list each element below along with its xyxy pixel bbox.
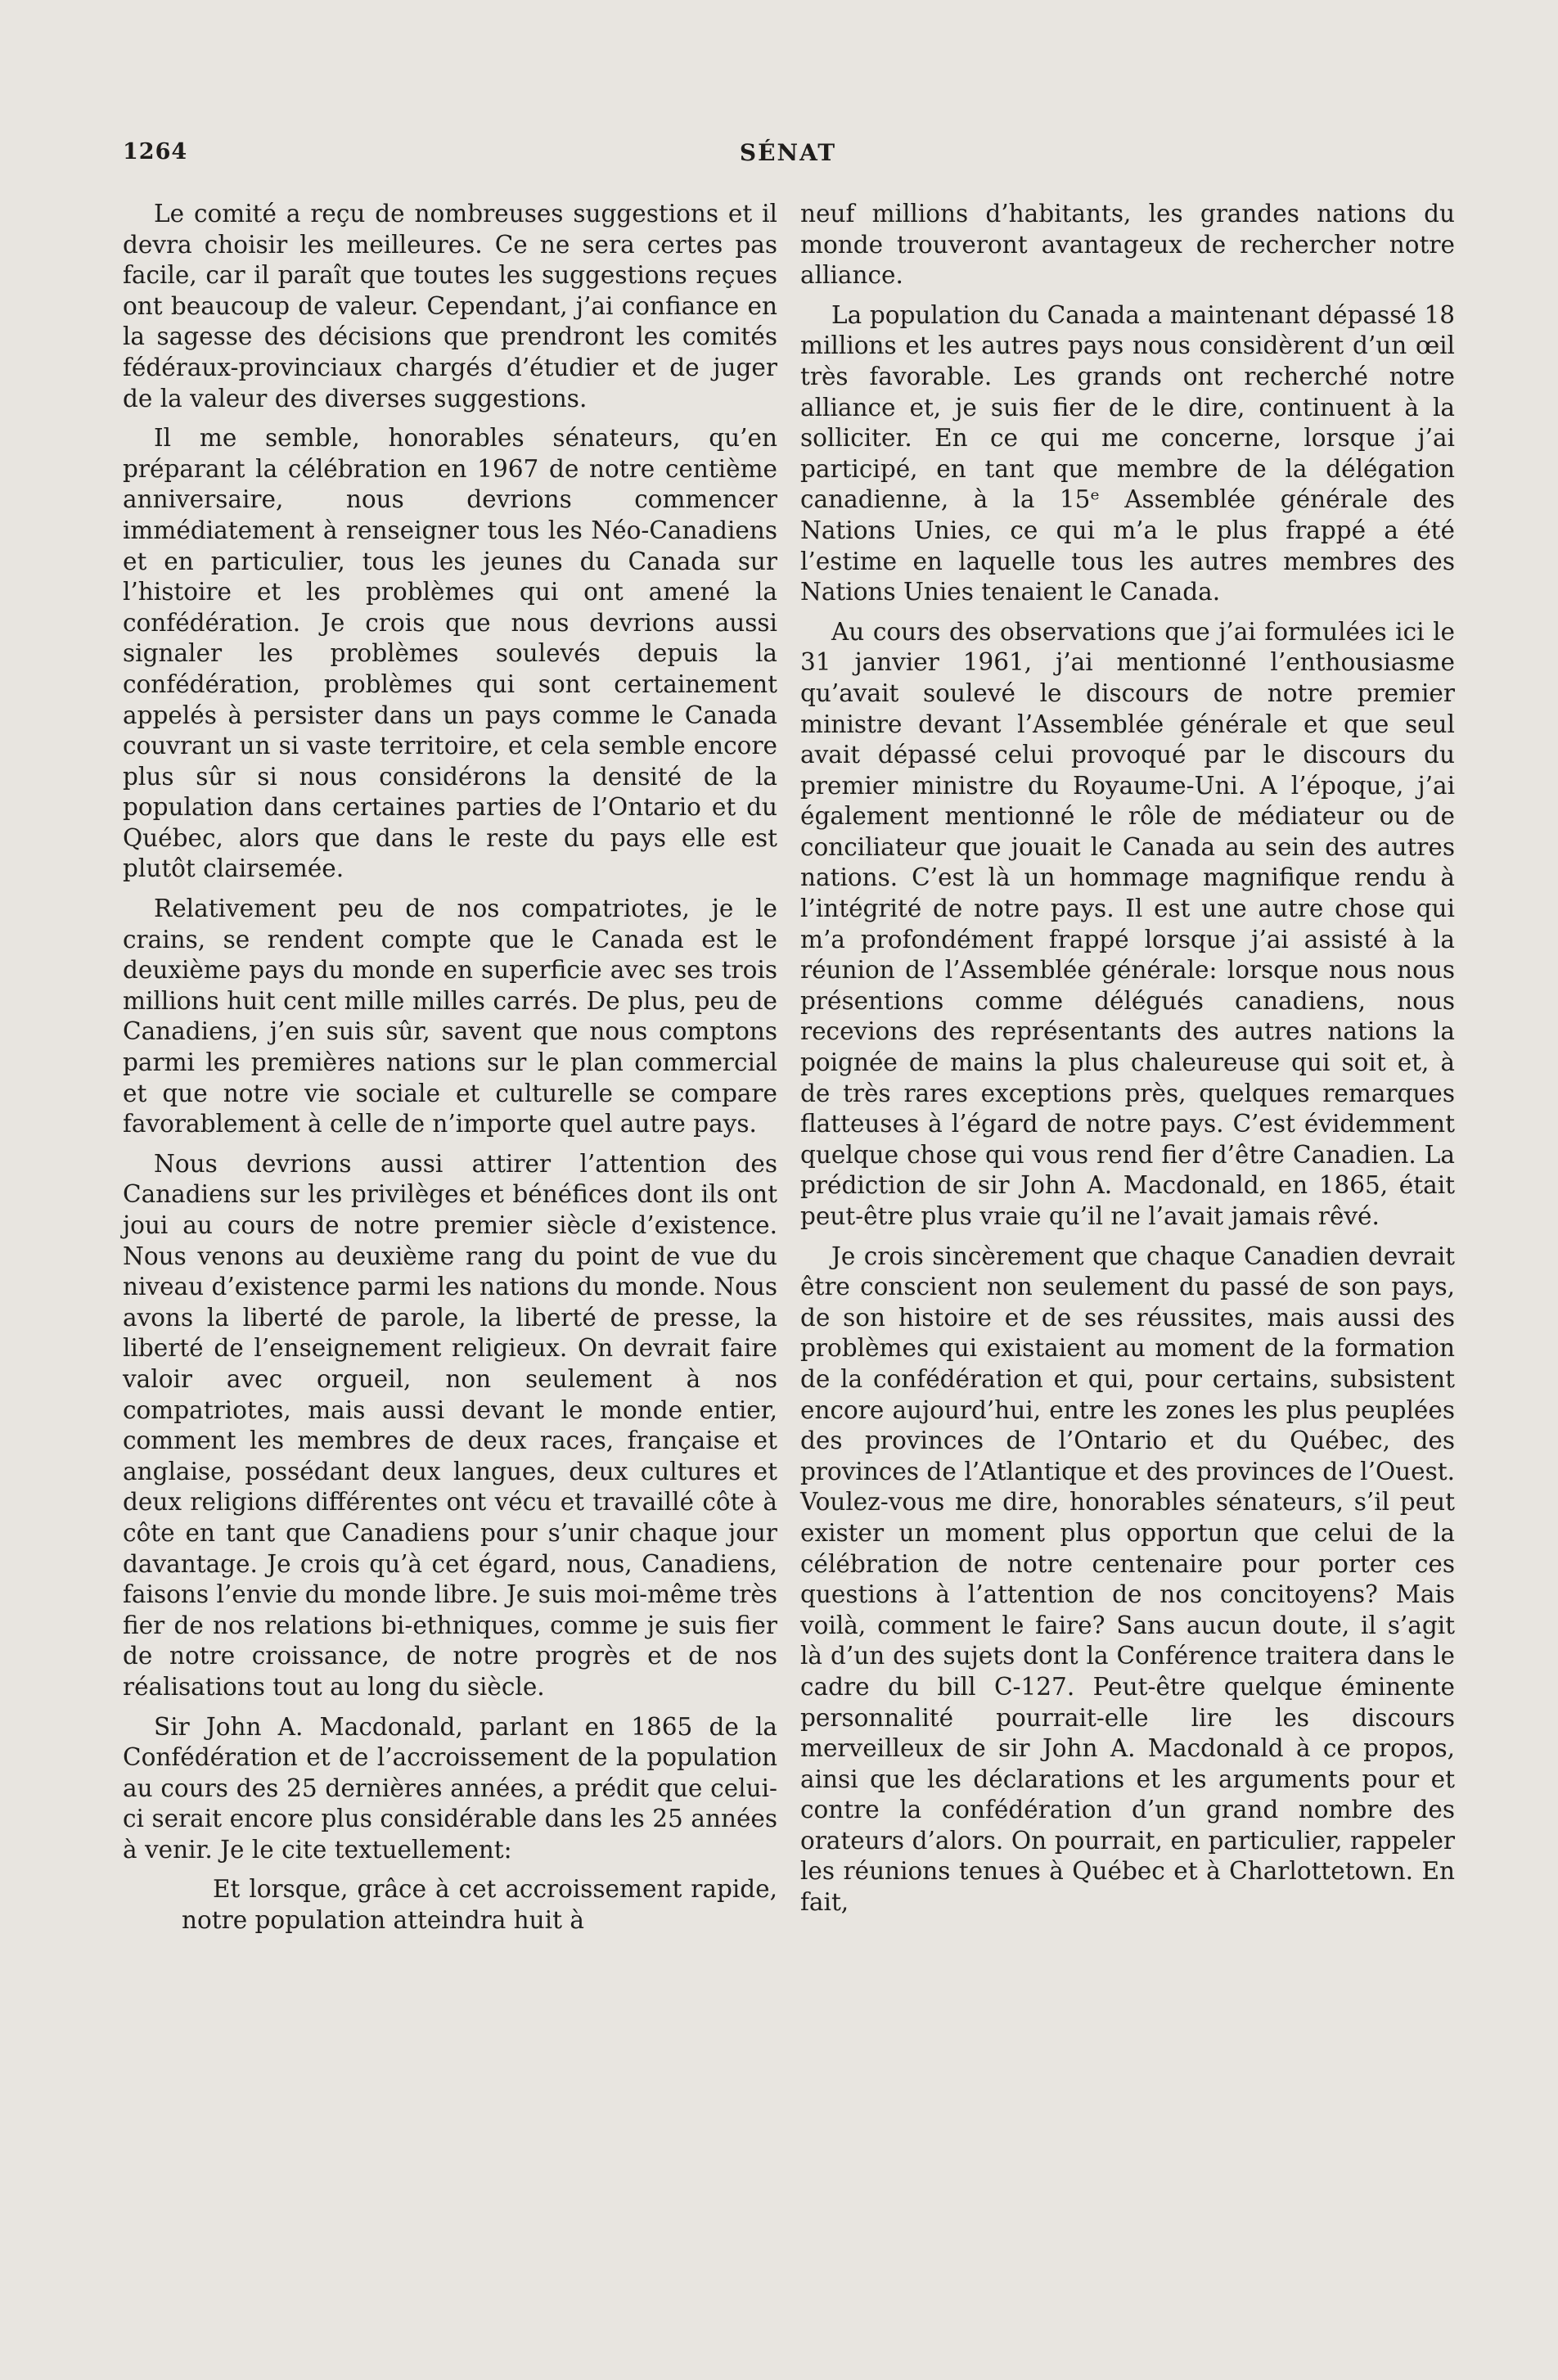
page-header (123, 139, 1453, 180)
paragraph: La population du Canada a maintenant dépassé 18 millions et les autres pays nous considèrent d’un œil très favorable. Les grands ont recherché notre alliance et, je suis fier de le dire, continuent à la solliciter. En ce qui me concerne, lorsque j’ai participé, en tant que membre de la délégation canadienne, à la 15ᵉ Assemblée générale des Nations Unies, ce qui m’a le plus frappé a été l’estime en laquelle tous les autres membres des Nations Unies tenaient le Canada. (800, 300, 1455, 606)
right-column (800, 199, 1455, 1936)
paragraph: Au cours des observations que j’ai formulées ici le 31 janvier 1961, j’ai mentionné l’enthousiasme qu’avait soulevé le discours de notre premier ministre devant l’Assemblée générale et que seul avait dépassé celui provoqué par le discours du premier ministre du Royaume-Uni. A l’époque, j’ai également mentionné le rôle de médiateur ou de conciliateur que jouait le Canada au sein des autres nations. C’est là un hommage magnifique rendu à l’intégrité de notre pays. Il est une autre chose qui m’a profondément frappé lorsque j’ai assisté à la réunion de l’Assemblée générale: lorsque nous nous présentions comme délégués canadiens, nous recevions des représentants des autres nations la poignée de mains la plus chaleureuse qui soit et, à de très rares exceptions près, quelques remarques flatteuses à l’égard de notre pays. C’est évidemment quelque chose qui vous rend fier d’être Canadien. La prédiction de sir John A. Macdonald, en 1865, était peut-être plus vraie qu’il ne l’avait jamais rêvé. (800, 617, 1455, 1230)
page-number: 1264 (123, 139, 188, 165)
page-title: SÉNAT (739, 139, 837, 166)
paragraph: Sir John A. Macdonald, parlant en 1865 de la Confédération et de l’accroissement de la population au cours des 25 dernières années, a prédit que celui-ci serait encore plus considérable dans les 25 années à venir. Je le cite textuellement: (123, 1712, 777, 1864)
paragraph: Le comité a reçu de nombreuses suggestions et il devra choisir les meilleures. Ce ne sera certes pas facile, car il paraît que toutes les suggestions reçues ont beaucoup de valeur. Cependant, j’ai confiance en la sagesse des décisions que prendront les comités fédéraux-provinciaux chargés d’étudier et de juger de la valeur des diverses suggestions. (123, 200, 777, 412)
left-column (123, 199, 777, 1936)
paragraph: Je crois sincèrement que chaque Canadien devrait être conscient non seulement du passé de son pays, de son histoire et de ses réussites, mais aussi des problèmes qui existaient au moment de la formation de la confédération et qui, pour certains, subsistent encore aujourd’hui, entre les zones les plus peuplées des provinces de l’Ontario et du Québec, des provinces de l’Atlantique et des provinces de l’Ouest. Voulez-vous me dire, honorables sénateurs, s’il peut exister un moment plus opportun que celui de la célébration de notre centenaire pour porter ces questions à l’attention de nos concitoyens? Mais voilà, comment le faire? Sans aucun doute, il s’agit là d’un des sujets dont la Conférence traitera dans le cadre du bill C-127. Peut-être quelque éminente personnalité pourrait-elle lire les discours merveilleux de sir John A. Macdonald à ce propos, ainsi que les déclarations et les arguments pour et contre la confédération d’un grand nombre des orateurs d’alors. On pourrait, en particulier, rappeler les réunions tenues à Québec et à Charlottetown. En fait, (800, 1242, 1455, 1917)
paragraph: Nous devrions aussi attirer l’attention des Canadiens sur les privilèges et bénéfices dont ils ont joui au cours de notre premier siècle d’existence. Nous venons au deuxième rang du point de vue du niveau d’existence parmi les nations du monde. Nous avons la liberté de parole, la liberté de presse, la liberté de l’enseignement religieux. On devrait faire valoir avec orgueil, non seulement à nos compatriotes, mais aussi devant le monde entier, comment les membres de deux races, française et anglaise, possédant deux langues, deux cultures et deux religions différentes ont vécu et travaillé côte à côte en tant que Canadiens pour s’unir chaque jour davantage. Je crois qu’à cet égard, nous, Canadiens, faisons l’envie du monde libre. Je suis moi-même très fier de nos relations bi-ethniques, comme je suis fier de notre croissance, de notre progrès et de nos réalisations tout au long du siècle. (123, 1149, 777, 1701)
paragraph: Relativement peu de nos compatriotes, je le crains, se rendent compte que le Canada est le deuxième pays du monde en superficie avec ses trois millions huit cent mille milles carrés. De plus, peu de Canadiens, j’en suis sûr, savent que nous comptons parmi les premières nations sur le plan commercial et que notre vie sociale et culturelle se compare favorablement à celle de n’importe quel autre pays. (123, 895, 777, 1138)
paragraph-continuation: neuf millions d’habitants, les grandes nations du monde trouveront avantageux de rechercher notre alliance. (800, 200, 1455, 290)
body-columns (123, 199, 1455, 1936)
paragraph: Il me semble, honorables sénateurs, qu’en préparant la célébration en 1967 de notre centième anniversaire, nous devrions commencer immédiatement à renseigner tous les Néo-Canadiens et en particulier, tous les jeunes du Canada sur l’histoire et les problèmes qui ont amené la confédération. Je crois que nous devrions aussi signaler les problèmes soulevés depuis la confédération, problèmes qui sont certainement appelés à persister dans un pays comme le Canada couvrant un si vaste territoire, et cela semble encore plus sûr si nous considérons la densité de la population dans certaines parties de l’Ontario et du Québec, alors que dans le reste du pays elle est plutôt clairsemée. (123, 424, 777, 883)
block-quote: Et lorsque, grâce à cet accroissement rapide, notre population atteindra huit à (182, 1875, 777, 1935)
